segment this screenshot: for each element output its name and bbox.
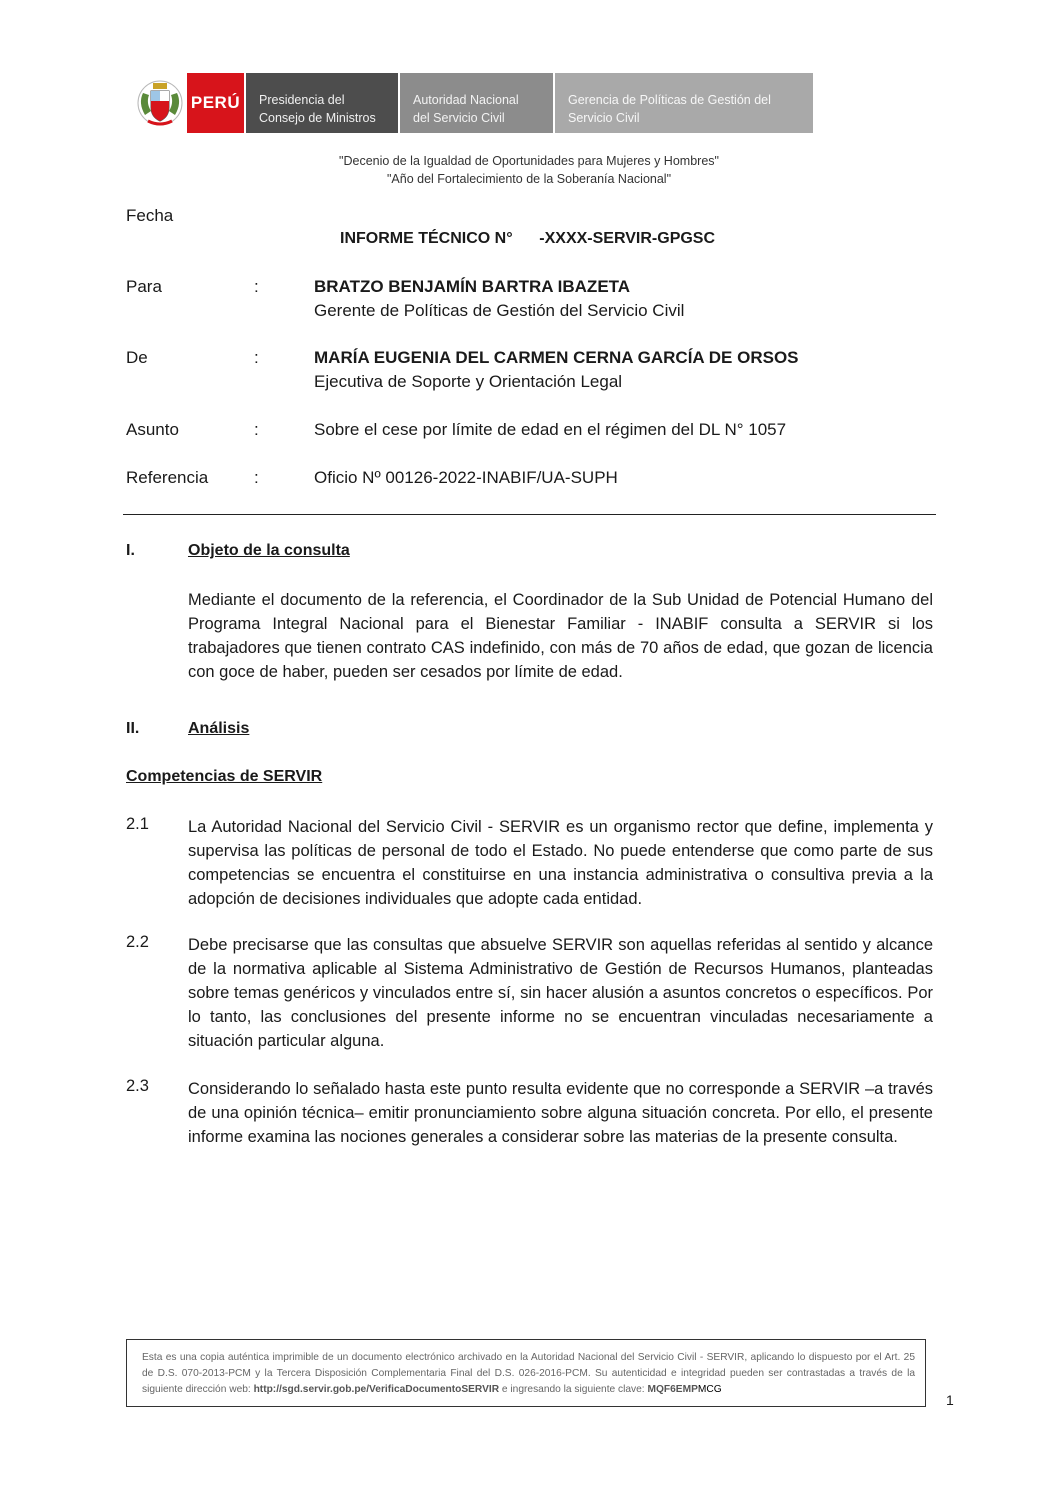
meta-label: De <box>126 348 148 367</box>
section-1-paragraph: Mediante el documento de la referencia, el Coordinador de la Sub Unidad de Potencial Humano del Programa Integral Nacional para el Bienestar Familiar - INABIF consulta a SERVIR si los trabajadores que tienen contrato CAS indefinido, con más de 70 años de edad, que gozan de licencia con goce de haber, pueden ser cesados por límite de edad. <box>188 591 933 681</box>
recipient-role: Gerente de Políticas de Gestión del Servicio Civil <box>314 301 685 320</box>
header-box-servir: Autoridad Nacional del Servicio Civil <box>400 73 553 133</box>
subject-value: Sobre el cese por límite de edad en el régimen del DL N° 1057 <box>314 420 787 439</box>
authenticity-footer <box>126 1339 926 1407</box>
meta-label: Asunto <box>126 420 179 439</box>
section-number: II. <box>126 720 140 737</box>
section-title: Análisis <box>188 720 250 737</box>
footer-text-2: e ingresando la siguiente clave: <box>501 1384 645 1395</box>
meta-colon: : <box>254 277 259 296</box>
verification-key: MQF6EMP <box>647 1384 698 1395</box>
peru-brand-label: PERÚ <box>187 73 244 133</box>
section-title: Objeto de la consulta <box>188 542 350 559</box>
paragraph-number: 2.2 <box>126 933 149 951</box>
page-number: 1 <box>946 1392 954 1408</box>
slogan-anio: "Año del Fortalecimiento de la Soberanía Nacional" <box>386 172 672 186</box>
competencias-heading: Competencias de SERVIR <box>126 768 323 785</box>
sender-name: MARÍA EUGENIA DEL CARMEN CERNA GARCÍA DE ORSOS <box>314 348 799 367</box>
header-box-pcm: Presidencia del Consejo de Ministros <box>246 73 398 133</box>
paragraph-2-1: La Autoridad Nacional del Servicio Civil - SERVIR es un organismo rector que define, implementa y supervisa las políticas de personal de todo el Estado. No puede entenderse que como parte de sus competencias se encuentra el constituirse en una instancia administrativa o consultiva previa a la adopción de decisiones individuales que adopte cada entidad. <box>188 818 933 908</box>
verification-url[interactable]: http://sgd.servir.gob.pe/VerificaDocumentoSERVIR <box>253 1384 500 1395</box>
slogans <box>0 152 1058 188</box>
meta-colon: : <box>254 468 259 487</box>
meta-label: Referencia <box>126 468 209 487</box>
header-logo-strip <box>133 73 813 133</box>
meta-label: Para <box>126 277 162 296</box>
meta-colon: : <box>254 348 259 367</box>
report-title: INFORME TÉCNICO N° -XXXX-SERVIR-GPGSC <box>340 230 716 247</box>
header-divider <box>123 514 936 515</box>
footer-text: Esta es una copia auténtica imprimible de un documento electrónico archivado en la Autoridad Nacional del Servicio Civil - SERVIR, aplicando lo dispuesto por el Art. 25 de D.S. 070-2013-PCM y la Tercera Disposición Complementaria Final del D.S. 026-2016-PCM. Su autenticidad e integridad pueden ser contrastadas a través de la siguiente dirección web: <box>142 1352 915 1395</box>
verification-key-tail: MCG <box>697 1384 722 1395</box>
fecha-label: Fecha <box>126 206 174 225</box>
paragraph-2-2: Debe precisarse que las consultas que absuelve SERVIR son aquellas referidas al sentido y alcance de la normativa aplicable al Sistema Administrativo de Gestión de Recursos Humanos, planteadas sobre temas genéricos y vinculados entre sí, sin hacer alusión a asuntos concretos o específicos. Por lo tanto, las conclusiones del presente informe no se encuentran vinculadas necesariamente a situación particular alguna. <box>188 936 933 1050</box>
paragraph-2-3: Considerando lo señalado hasta este punto resulta evidente que no corresponde a SERVIR –a través de una opinión técnica– emitir pronunciamiento sobre alguna situación concreta. Por ello, el presente informe examina las nociones generales a considerar sobre las materias de la presente consulta. <box>188 1080 933 1146</box>
peru-coat-of-arms-icon <box>133 73 187 133</box>
header-box-gerencia: Gerencia de Políticas de Gestión del Servicio Civil <box>555 73 813 133</box>
slogan-decenio: "Decenio de la Igualdad de Oportunidades para Mujeres y Hombres" <box>339 154 719 168</box>
recipient-name: BRATZO BENJAMÍN BARTRA IBAZETA <box>314 277 631 296</box>
section-number: I. <box>126 542 135 559</box>
reference-value: Oficio Nº 00126-2022-INABIF/UA-SUPH <box>314 468 618 487</box>
paragraph-number: 2.3 <box>126 1077 149 1095</box>
meta-colon: : <box>254 420 259 439</box>
sender-role: Ejecutiva de Soporte y Orientación Legal <box>314 372 623 391</box>
paragraph-number: 2.1 <box>126 815 149 833</box>
